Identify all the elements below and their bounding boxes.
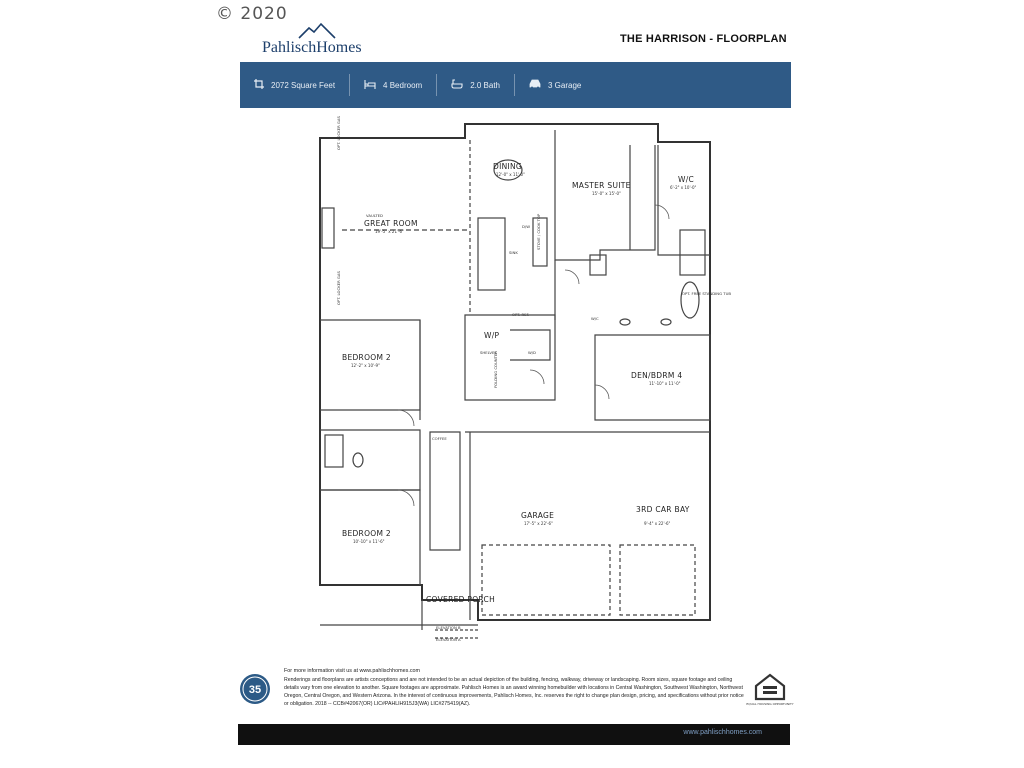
note-wip: W/P xyxy=(484,331,500,340)
room-master-name: MASTER SUITE xyxy=(572,181,631,190)
bed-icon xyxy=(364,80,376,91)
floorplan-drawing xyxy=(300,116,731,650)
room-wic-name: W/C xyxy=(678,175,695,184)
spec-bath xyxy=(437,74,515,96)
room-great-prefix: VAULTED xyxy=(366,213,383,218)
spec-bedrooms xyxy=(350,74,437,96)
room-great-dims: 19'-5" x 21'-6" xyxy=(375,229,404,234)
room-bedroom-upper-name: BEDROOM 2 xyxy=(342,353,392,362)
equal-housing-label: EQUAL HOUSING OPPORTUNITY xyxy=(746,702,794,706)
mountain-logo-icon xyxy=(297,22,337,40)
room-third-bay-dims: 9'-4" x 22'-6" xyxy=(644,521,671,526)
room-bedroom-upper-dims: 12'-2" x 10'-9" xyxy=(351,363,380,368)
note-elevation-a: ELEVATION A xyxy=(436,637,461,642)
room-bedroom-lower-name: BEDROOM 2 xyxy=(342,529,392,538)
copyright-watermark: © 2020 xyxy=(216,4,288,24)
note-wd: W/D xyxy=(528,350,536,355)
document-title: THE HARRISON - FLOORPLAN xyxy=(620,33,787,45)
note-opt-locker-bottom: OPT. LOCKER GAS xyxy=(336,271,341,305)
note-folding: FOLDING COUNTER xyxy=(493,351,498,388)
footer-disclaimer-block xyxy=(284,667,744,708)
room-garage-dims: 17'-5" x 22'-6" xyxy=(524,521,553,526)
room-dining-name: DINING xyxy=(493,162,523,171)
spec-bedrooms-label: 4 Bedroom xyxy=(383,80,423,90)
equal-housing-logo xyxy=(746,672,794,706)
note-shelves: SHELVES xyxy=(480,350,497,355)
room-wic-dims: 6'-2" x 10'-0" xyxy=(670,185,697,190)
spec-square-feet xyxy=(240,74,350,96)
room-master-dims: 15'-0" x 15'-0" xyxy=(592,191,621,196)
room-den-name: DEN/BDRM 4 xyxy=(631,371,683,380)
room-bedroom-lower-dims: 10'-10" x 11'-6" xyxy=(353,539,385,544)
footer-disclaimer: Renderings and floorplans are artists conceptions and are not intended to be an actual depiction of the building, fencing, walkway, driveway or landscaping. Room sizes, square footage and ceiling details vary from one elevation to another. Square footages are approximate. Pahlisch Homes is an award winning homebuilder with locations in Central Washington, Southwest Washington, Northwest Oregon, Central Oregon, and Western Arizona. In the interest of continuous improvements, Pahlisch Homes, Inc. reserves the right to change plan design, pricing, and specifications without prior notice or obligation. 2018 -- CCB#42067(OR) LIC#PAHLIH915J3(WA) LIC#275419(AZ). xyxy=(284,677,744,707)
car-icon xyxy=(529,79,541,91)
square-feet-icon xyxy=(254,79,264,91)
note-stove: STOVE / COOK TOP xyxy=(536,213,541,250)
spec-square-feet-label: 2072 Square Feet xyxy=(271,80,336,90)
footer-bar xyxy=(238,724,790,745)
badge-35-icon xyxy=(238,672,272,706)
room-den-dims: 11'-10" x 11'-0" xyxy=(649,381,681,386)
room-great-name: GREAT ROOM xyxy=(364,219,418,228)
note-opt-ref: OPT. REF. xyxy=(512,312,530,317)
note-wc: W/C xyxy=(591,316,599,321)
equal-housing-icon xyxy=(746,672,794,706)
brand-logo xyxy=(262,22,362,60)
note-elevation-b: ELEVATION B xyxy=(436,625,461,630)
room-porch-name: COVERED PORCH xyxy=(426,595,496,604)
brand-name: PahlischHomes xyxy=(262,39,362,56)
room-garage-name: GARAGE xyxy=(521,511,555,520)
spec-garage xyxy=(515,74,595,96)
note-coffee: COFFEE xyxy=(432,436,447,441)
bath-icon xyxy=(451,79,463,91)
room-third-bay-name: 3RD CAR BAY xyxy=(636,505,690,514)
spec-garage-label: 3 Garage xyxy=(548,80,582,90)
spec-bar xyxy=(240,62,791,108)
spec-bath-label: 2.0 Bath xyxy=(470,80,500,90)
footer-info-line: For more information visit us at www.pahlischhomes.com xyxy=(284,668,421,674)
footer-url: www.pahlischhomes.com xyxy=(683,729,762,736)
room-dining-dims: 12'-0" x 11'-0" xyxy=(496,172,525,177)
anniversary-badge xyxy=(238,672,272,706)
badge-number: 35 xyxy=(248,684,262,696)
note-opt-tub: OPT. FREE STANDING TUB xyxy=(682,291,731,296)
note-sink: SINK xyxy=(509,250,518,255)
note-dw: D/W xyxy=(522,224,530,229)
note-opt-locker-top: OPT. LOCKER GAS xyxy=(336,116,341,150)
